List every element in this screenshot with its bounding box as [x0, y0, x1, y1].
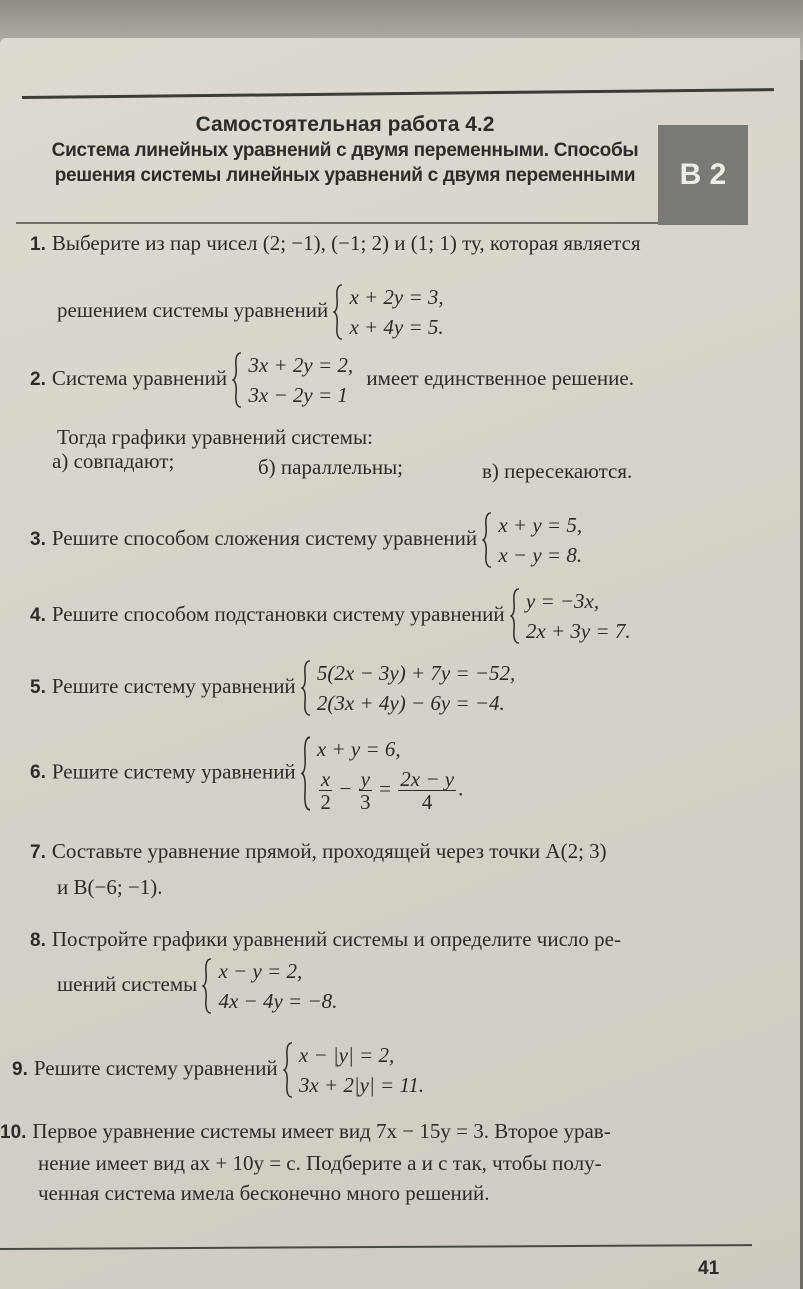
equation: x − y = 8.	[498, 543, 583, 567]
task-number: 10.	[0, 1122, 27, 1143]
task-6	[30, 734, 463, 813]
brace-icon	[301, 660, 311, 716]
answer-option-b: б) параллельны;	[258, 455, 404, 479]
title-underline	[16, 201, 661, 224]
fraction	[319, 768, 332, 813]
variant-badge: В 2	[658, 125, 748, 225]
equation-system	[510, 586, 631, 646]
brace-icon	[482, 512, 492, 568]
task-number: 3.	[30, 528, 46, 550]
task-number: 4.	[30, 604, 46, 626]
task-text: Выберите из пар чисел (2; −1), (−1; 2) и (1; 1) ту, которая является	[51, 231, 641, 255]
equation: x + 4y = 5.	[349, 315, 444, 339]
equation-system	[482, 510, 582, 570]
equation-system	[301, 734, 463, 813]
equation: 3x + 2|y| = 11.	[298, 1073, 425, 1097]
equation: x + 2y = 3,	[349, 285, 444, 309]
period: .	[458, 776, 464, 801]
brace-icon	[202, 958, 212, 1014]
answer-option-a: а) совпадают;	[52, 449, 175, 473]
task-text: имеет единственное решение.	[366, 365, 634, 390]
brace-icon	[301, 736, 311, 811]
task-text: шений системы	[57, 971, 198, 996]
task-9	[12, 1040, 424, 1100]
task-text: Решите систему уравнений	[51, 673, 296, 698]
task-text: Система уравнений	[51, 365, 228, 390]
task-7	[30, 836, 607, 868]
equation: y = −3x,	[525, 589, 600, 613]
denominator: 2	[320, 790, 331, 814]
equation: x + y = 6,	[316, 737, 401, 761]
worksheet-subtitle: Самостоятельная работа 4.2	[195, 113, 495, 136]
task-10-line3: ченная система имела бесконечно много решений.	[38, 1181, 490, 1205]
task-text: Решите способом подстановки систему уравнений	[51, 601, 505, 626]
task-number: 6.	[30, 762, 46, 784]
worksheet-title-line1: Система линейных уравнений с двумя переменными. Способы	[51, 140, 639, 161]
worksheet-title-line2: решения системы линейных уравнений с двумя переменными	[54, 165, 636, 186]
task-7-line2: и B(−6; −1).	[57, 875, 163, 899]
equation: x − |y| = 2,	[298, 1043, 395, 1067]
equation-system	[333, 282, 443, 342]
task-text: Решите систему уравнений	[51, 759, 296, 784]
denominator: 3	[360, 790, 371, 814]
task-number: 5.	[30, 676, 46, 698]
numerator: 2x − y	[400, 767, 455, 791]
equation-system	[202, 956, 337, 1016]
task-3	[30, 510, 582, 570]
page-number: 41	[698, 1258, 720, 1279]
brace-icon	[510, 588, 520, 644]
equation: 2x + 3y = 7.	[525, 619, 631, 643]
task-10-line2: нение имеет вид ax + 10y = c. Подберите a и c так, чтобы полу-	[38, 1151, 602, 1175]
task-8	[30, 924, 621, 956]
operator: =	[379, 776, 392, 801]
task-text: решением системы уравнений	[57, 297, 329, 322]
equation: 3x − 2y = 1	[248, 383, 348, 407]
equation-system	[301, 658, 515, 718]
denominator: 4	[421, 790, 433, 814]
task-text: Постройте графики уравнений системы и определите число ре-	[51, 927, 621, 951]
equation: 4x − 4y = −8.	[218, 989, 338, 1013]
worksheet-header	[30, 112, 660, 188]
brace-icon	[232, 352, 242, 408]
fraction-equation	[317, 768, 463, 813]
task-text: Составьте уравнение прямой, проходящей через точки A(2; 3)	[51, 839, 607, 863]
equation-system	[283, 1040, 424, 1100]
operator: −	[339, 776, 352, 801]
task-number: 9.	[12, 1058, 28, 1080]
numerator: x	[320, 767, 331, 791]
equation-system	[232, 350, 353, 410]
task-text: Решите систему уравнений	[33, 1055, 278, 1080]
equation: x + y = 5,	[498, 513, 583, 537]
task-text: Первое уравнение системы имеет вид 7x − 15y = 3. Второе урав-	[32, 1119, 611, 1143]
task-text: Решите способом сложения систему уравнений	[51, 525, 478, 550]
task-8-system	[57, 956, 337, 1016]
fraction	[398, 768, 456, 813]
task-5	[30, 658, 515, 718]
numerator: y	[360, 767, 370, 791]
answer-option-c: в) пересекаются.	[482, 459, 633, 483]
task-2-question: Тогда графики уравнений системы:	[57, 425, 373, 449]
task-10	[0, 1116, 611, 1148]
task-number: 8.	[30, 930, 46, 951]
task-number: 2.	[30, 368, 46, 390]
equation: 5(2x − 3y) + 7y = −52,	[316, 661, 516, 685]
task-number: 1.	[30, 234, 46, 255]
brace-icon	[333, 284, 343, 340]
fraction	[359, 768, 372, 813]
equation: x − y = 2,	[218, 959, 303, 983]
brace-icon	[283, 1042, 293, 1098]
equation: 2(3x + 4y) − 6y = −4.	[316, 691, 505, 715]
task-number: 7.	[30, 842, 46, 863]
task-1	[30, 228, 641, 260]
task-4	[30, 586, 631, 646]
task-2	[30, 350, 634, 410]
task-1-system	[57, 282, 444, 342]
equation: 3x + 2y = 2,	[248, 353, 354, 377]
